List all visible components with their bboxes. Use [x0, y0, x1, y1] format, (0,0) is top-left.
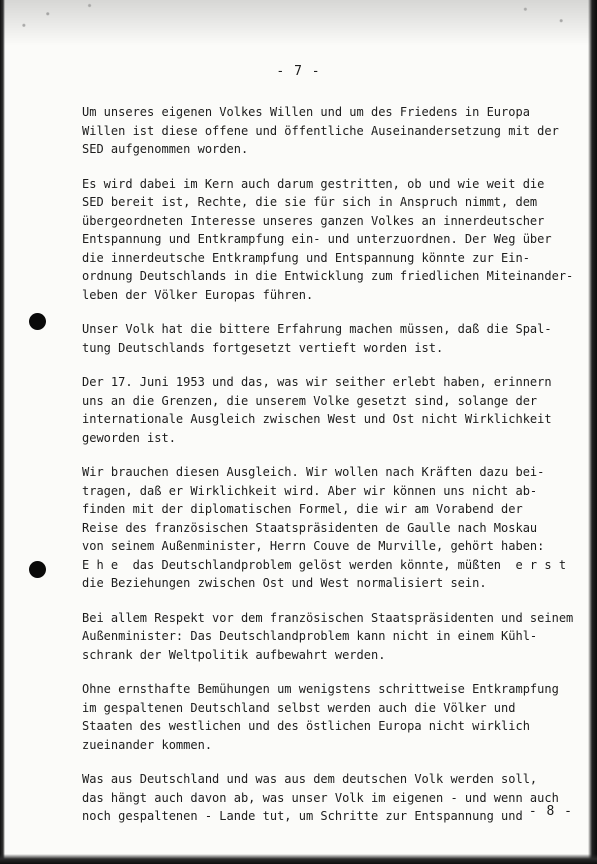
paragraph: Der 17. Juni 1953 und das, was wir seither erlebt haben, erinnern uns an die Grenzen, die unserem Volke gesetzt sind, solange der internationale Ausgleich zwischen West und Ost nicht Wirklichkeit geworden ist. — [82, 375, 552, 445]
page-number: - 7 - — [276, 64, 321, 79]
scan-border-right — [588, 0, 597, 864]
body-text — [82, 103, 577, 842]
paragraph: Wir brauchen diesen Ausgleich. Wir wollen nach Kräften dazu bei- tragen, daß er Wirklichkeit wird. Aber wir können uns nicht ab- finden mit der diplomatischen Formel, die wir am Vorabend der Reise des französischen Staatspräsidenten de Gaulle nach Moskau von seinem Außenminister, Herrn Couve de Murville, gehört haben: E h e das Deutschlandproblem gelöst werden könnte, müßten e r s t die Beziehungen zwischen Ost und West normalisiert sein. — [82, 465, 567, 590]
scan-border-bottom — [0, 854, 597, 864]
paragraph: Unser Volk hat die bittere Erfahrung machen müssen, daß die Spal- tung Deutschlands fortgesetzt vertieft worden ist. — [82, 322, 552, 355]
paragraph: Ohne ernsthafte Bemühungen um wenigstens schrittweise Entkrampfung im gespaltenen Deutschland selbst werden auch die Völker und Staaten des westlichen und des östlichen Europa nicht wirklich zueinander kommen. — [82, 682, 559, 752]
scan-border-left — [0, 0, 5, 864]
paragraph: Was aus Deutschland und was aus dem deutschen Volk werden soll, das hängt auch davon ab, was unser Volk im eigenen - und wenn auch noch gespaltenen - Lande tut, um Schritte zur Entspannung und — [82, 772, 559, 823]
paragraph: Bei allem Respekt vor dem französischen Staatspräsidenten und seinem Außenminister: Das Deutschlandproblem kann nicht in einem Kühl- schrank der Weltpolitik aufbewahrt werden. — [82, 610, 574, 662]
next-page-marker: - 8 - — [528, 804, 573, 819]
scan-noise-top — [0, 0, 597, 46]
punch-hole-upper — [29, 313, 46, 330]
paragraph: Es wird dabei im Kern auch darum gestritten, ob und wie weit die SED bereit ist, Rechte, die sie für sich in Anspruch nimmt, dem übergeordneten Interesse unseres ganzen Volkes an innerdeutscher Entspannung und Entkrampfung ein- und unterzuordnen. Der Weg über die innerdeutsche Entkrampfung und Entspannung könnte zur Ein- ordnung Deutschlands in die Entwicklung zum friedlichen Miteinander- leben der Völker Europas führen. — [82, 176, 574, 302]
paragraph: Um unseres eigenen Volkes Willen und um des Friedens in Europa Willen ist diese offene und öffentliche Auseinandersetzung mit der SED aufgenommen worden. — [82, 105, 559, 156]
punch-hole-lower — [29, 561, 46, 578]
